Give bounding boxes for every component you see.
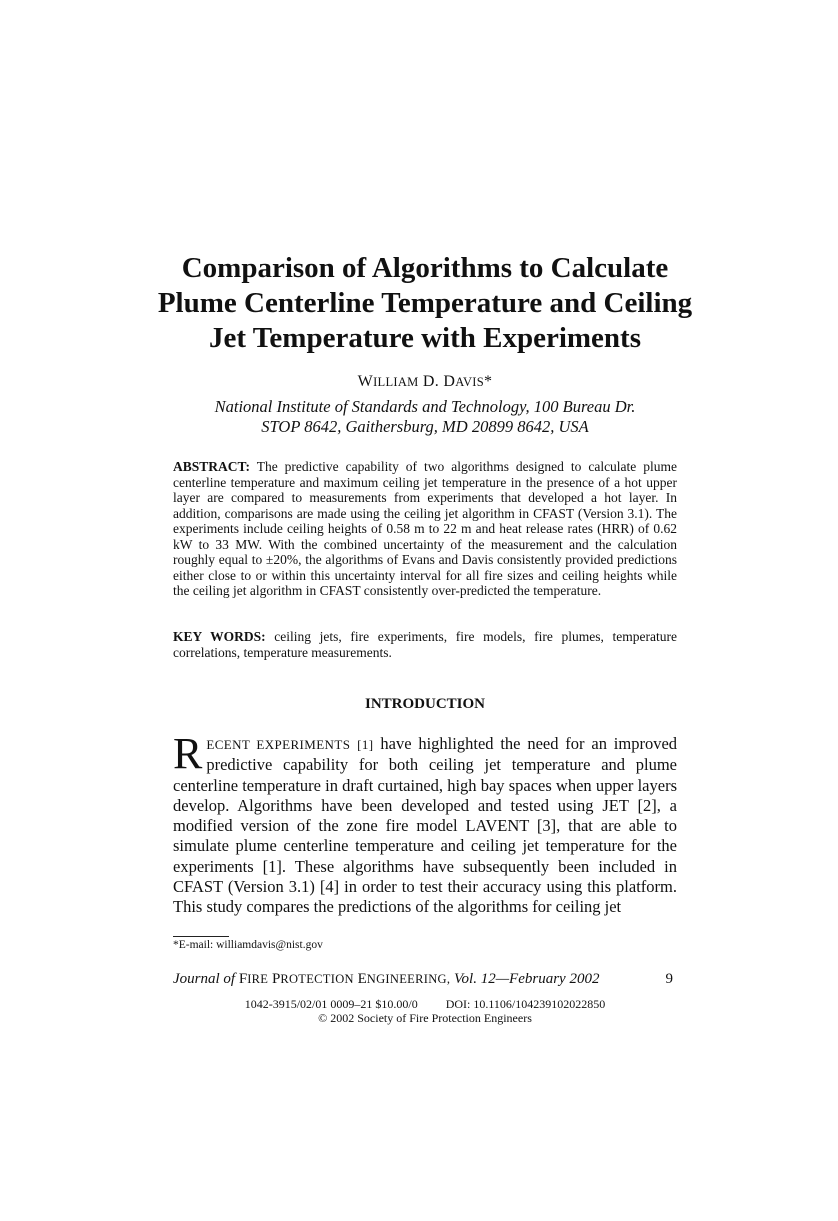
doi: DOI: 10.1106/104239102022850 [445, 997, 606, 1011]
author-name: WILLIAM D. DAVIS* [357, 373, 493, 390]
abstract [173, 459, 677, 599]
paper-title [140, 251, 710, 356]
intro-body-text: have highlighted the need for an improved predictive capability for both ceiling jet temperature and plume centerline temperature in draft curtained, high bay spaces when upper layers develop. Algorithms have been developed and tested using JET [2], a modified version of the zone fire model LAVENT [3], that are able to simulate plume centerline temperature and ceiling jet temperature for the experiments [1]. These algorithms have subsequently been included in CFAST (Version 3.1) [4] in order to test their accuracy using this platform. This study compares the predictions of the algorithms for ceiling jet [173, 734, 678, 917]
copyright: © 2002 Society of Fire Protection Engineers [318, 1011, 532, 1025]
affiliation-line: National Institute of Standards and Technology, 100 Bureau Dr. [214, 397, 636, 416]
abstract-label: ABSTRACT: [173, 459, 251, 474]
footnote-rule [173, 936, 229, 937]
intro-lead-smallcaps: ECENT EXPERIMENTS [206, 737, 351, 752]
abstract-text: The predictive capability of two algorithms designed to calculate plume centerline temperature and maximum ceiling jet temperature in the presence of a hot upper layer are compared to measurements from experiments that developed a hot layer. In addition, comparisons are made using the ceiling jet algorithm in CFAST (Version 3.1). The experiments include ceiling heights of 0.58 m to 22 m and heat release rates (HRR) of 0.62 kW to 33 MW. With the combined uncertainty of the measurement and the calculation roughly equal to ±20%, the algorithms of Evans and Davis consistently provided predictions either close to or within this uncertainty interval for all fire sizes and ceiling heights while the ceiling jet algorithm in CFAST consistently over-predicted the temperature. [173, 459, 677, 598]
title-line: Comparison of Algorithms to Calculate [181, 252, 669, 284]
page-number: 9 [665, 971, 673, 987]
keywords-label: KEY WORDS: [173, 629, 266, 644]
section-heading-introduction: INTRODUCTION [364, 696, 485, 712]
affiliation-line: STOP 8642, Gaithersburg, MD 20899 8642, USA [261, 417, 589, 436]
drop-cap: R [173, 729, 203, 778]
journal-citation: Journal of FIRE PROTECTION ENGINEERING, Vol. 12—February 2002 9 [173, 971, 673, 987]
title-line: Jet Temperature with Experiments [209, 322, 641, 354]
title-line: Plume Centerline Temperature and Ceiling [157, 287, 693, 319]
keywords-text: ceiling jets, fire experiments, fire models, fire plumes, temperature correlations, temperature measurements. [173, 629, 678, 660]
author-affiliation [150, 397, 700, 437]
issn: 1042-3915/02/01 0009–21 $10.00/0 [244, 997, 418, 1011]
footnote-email: *E-mail: williamdavis@nist.gov [173, 939, 323, 951]
keywords [173, 629, 677, 660]
journal-volume: Vol. 12—February 2002 [454, 971, 600, 987]
issn-doi-line [0, 997, 838, 1012]
introduction-paragraph [173, 729, 678, 918]
intro-lead-reference: [1] [357, 737, 374, 752]
